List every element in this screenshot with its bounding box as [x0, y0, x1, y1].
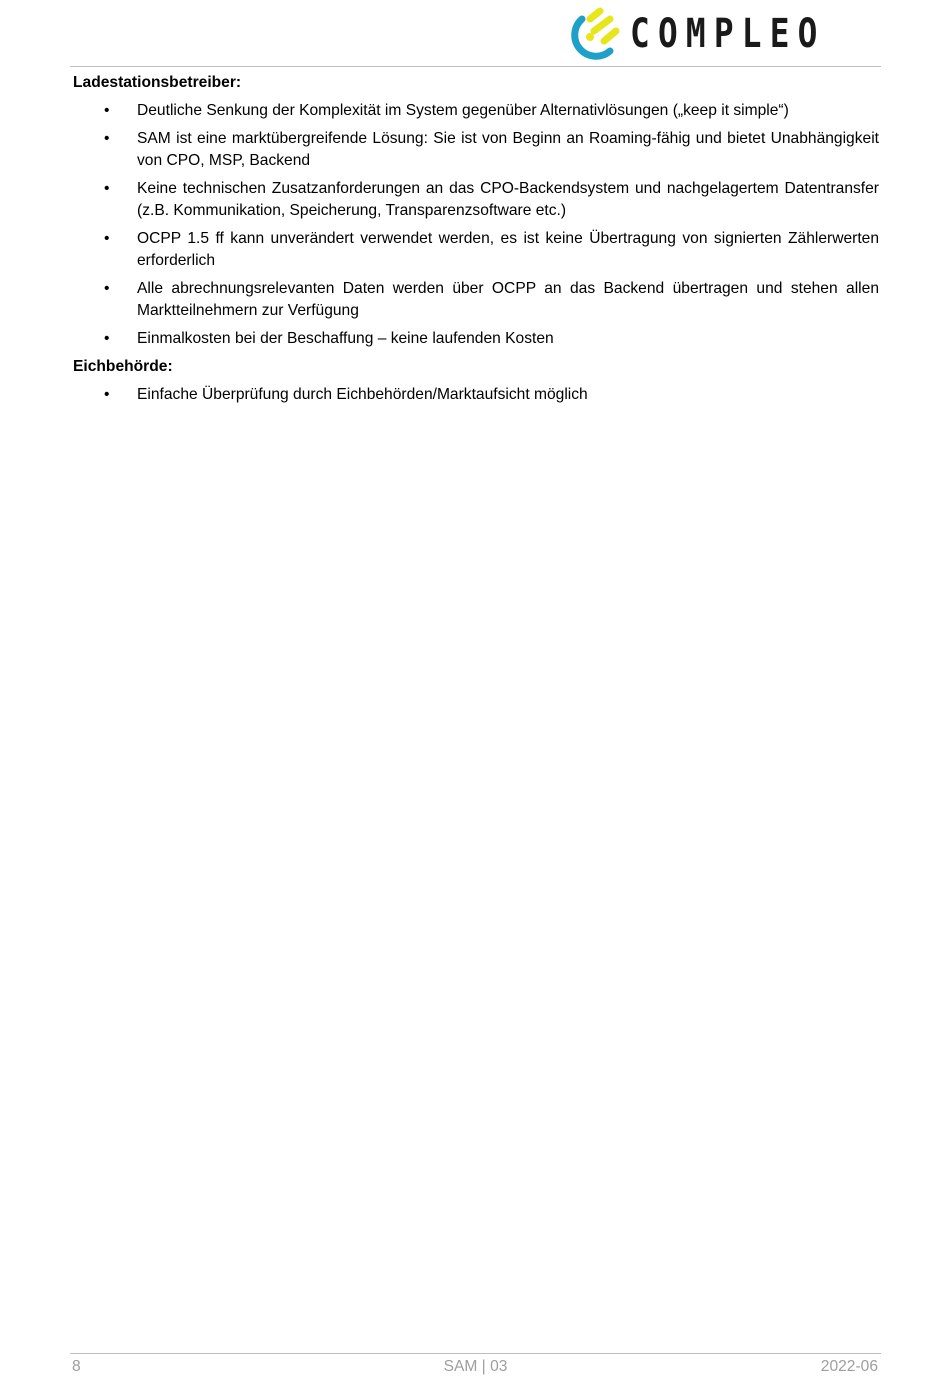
bullet-icon: •: [104, 102, 110, 119]
section-heading-ladestationsbetreiber: Ladestationsbetreiber:: [73, 74, 242, 91]
list-item: [73, 328, 879, 350]
compleo-logo: [566, 6, 869, 62]
list-item: [73, 128, 879, 172]
bullet-list-ladestationsbetreiber: [73, 100, 879, 350]
list-item-text: Keine technischen Zusatzanforderungen an das CPO-Backendsystem und nachgelagertem Datentransfer (z.B. Kommunikation, Speicherung, Transparenzsoftware etc.): [137, 180, 879, 219]
list-item-text: Deutliche Senkung der Komplexität im System gegenüber Alternativlösungen („keep it simple“): [137, 102, 789, 119]
list-item-text: SAM ist eine marktübergreifende Lösung: Sie ist von Beginn an Roaming-fähig und bietet Unabhängigkeit von CPO, MSP, Backend: [137, 130, 879, 169]
list-item-text: Einmalkosten bei der Beschaffung – keine laufenden Kosten: [137, 330, 554, 347]
page-number: 8: [72, 1358, 81, 1375]
document-reference: SAM | 03: [443, 1358, 508, 1375]
list-item-text: Alle abrechnungsrelevanten Daten werden über OCPP an das Backend übertragen und stehen allen Marktteilnehmern zur Verfügung: [137, 280, 879, 319]
list-item: [73, 278, 879, 322]
bullet-icon: •: [104, 280, 110, 297]
logo-wordmark: COMPLEO: [630, 11, 827, 57]
bullet-icon: •: [104, 130, 110, 147]
page-footer: [70, 1353, 881, 1375]
list-item: [73, 228, 879, 272]
list-item: [73, 178, 879, 222]
list-item-text: OCPP 1.5 ff kann unverändert verwendet werden, es ist keine Übertragung von signierten Zählerwerten erforderlich: [137, 230, 879, 269]
bullet-list-eichbehoerde: [73, 384, 879, 406]
compleo-logo-mark-icon: [566, 7, 622, 61]
bullet-icon: •: [104, 386, 110, 403]
bullet-icon: •: [104, 330, 110, 347]
page-header: [70, 0, 881, 67]
document-body: [73, 72, 879, 412]
list-item-text: Einfache Überprüfung durch Eichbehörden/Marktaufsicht möglich: [137, 386, 588, 403]
section-heading-eichbehoerde: Eichbehörde:: [73, 358, 173, 375]
bullet-icon: •: [104, 230, 110, 247]
document-date: 2022-06: [820, 1358, 878, 1375]
bullet-icon: •: [104, 180, 110, 197]
list-item: [73, 384, 879, 406]
list-item: [73, 100, 879, 122]
